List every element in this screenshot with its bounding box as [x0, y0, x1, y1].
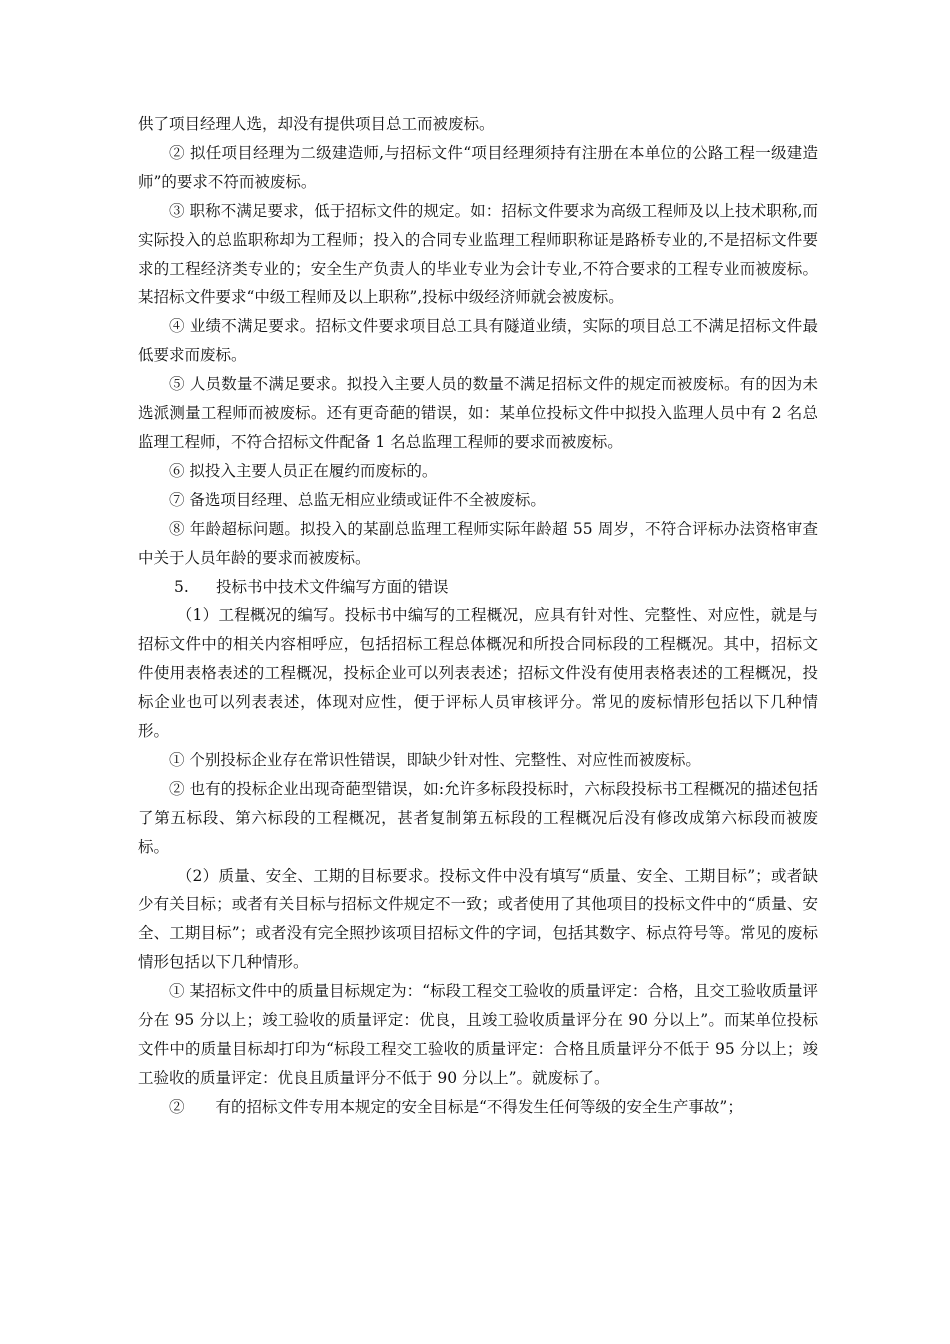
paragraph-subsection-1: （1）工程概况的编写。投标书中编写的工程概况，应具有针对性、完整性、对应性，就是与招标文件中的相关内容相呼应，包括招标工程总体概况和所投合同标段的工程概况。其中，招标文件使用表格表述的工程概况，投标企业可以列表表述；招标文件没有使用表格表述的工程概况，投标企业也可以列表表述，体现对应性，便于评标人员审核评分。常见的废标情形包括以下几种情形。: [138, 606, 818, 741]
paragraph-item-3: ③ 职称不满足要求，低于招标文件的规定。如：招标文件要求为高级工程师及以上技术职称,而实际投入的总监职称却为工程师；投入的合同专业监理工程师职称证是路桥专业的,不是招标文件要求的工程经济类专业的；安全生产负责人的毕业专业为会计专业,不符合要求的工程专业而被废标。某招标文件要求“中级工程师及以上职称”,投标中级经济师就会被废标。: [138, 201, 818, 307]
paragraph-safety-target: ② 有的招标文件专用本规定的安全目标是“不得发生任何等级的安全生产事故”；: [169, 1097, 743, 1116]
paragraph-quality-target: ① 某招标文件中的质量目标规定为：“标段工程交工验收的质量评定：合格，且交工验收质量评分在 95 分以上；竣工验收的质量评定：优良，且竣工验收质量评分在 90 分以上”。而某单位投标文件中的质量目标却打印为“标段工程交工验收的质量评定：合格且质量评分不低于 95 分以上；竣工验收的质量评定：优良且质量评分不低于 90 分以上”。就废标了。: [138, 982, 818, 1087]
paragraph-subsection-2: （2）质量、安全、工期的目标要求。投标文件中没有填写“质量、安全、工期目标”；或者缺少有关目标；或者有关目标与招标文件规定不一致；或者使用了其他项目的投标文件中的“质量、安全、工期目标”；或者没有完全照抄该项目招标文件的字词，包括其数字、标点符号等。常见的废标情形包括以下几种情形。: [138, 866, 818, 972]
section-heading: [138, 573, 818, 602]
paragraph-item-7: ⑦ 备选项目经理、总监无相应业绩或证件不全被废标。: [169, 490, 546, 509]
paragraph-item-6: ⑥ 拟投入主要人员正在履约而废标的。: [169, 461, 438, 480]
paragraph-sub-item-2: ② 也有的投标企业出现奇葩型错误，如:允许多标段投标时，六标段投标书工程概况的描述包括了第五标段、第六标段的工程概况，甚者复制第五标段的工程概况后没有修改成第六标段而被废标。: [138, 779, 818, 856]
paragraph-item-5: ⑤ 人员数量不满足要求。拟投入主要人员的数量不满足招标文件的规定而被废标。有的因为未选派测量工程师而被废标。还有更奇葩的错误，如：某单位投标文件中拟投入监理人员中有 2 名总监理工程师，不符合招标文件配备 1 名总监理工程师的要求而被废标。: [138, 375, 818, 451]
paragraph-item-4: ④ 业绩不满足要求。招标文件要求项目总工具有隧道业绩，实际的项目总工不满足招标文件最低要求而废标。: [138, 317, 818, 365]
paragraph-continuation: 供了项目经理人选，却没有提供项目总工而被废标。: [138, 115, 495, 133]
section-number: 5.: [174, 577, 189, 596]
paragraph-item-8: ⑧ 年龄超标问题。拟投入的某副总监理工程师实际年龄超 55 周岁，不符合评标办法资格审查中关于人员年龄的要求而被废标。: [138, 519, 818, 567]
paragraph-sub-item-1: ① 个别投标企业存在常识性错误，即缺少针对性、完整性、对应性而被废标。: [169, 750, 701, 769]
section-title: 投标书中技术文件编写方面的错误: [216, 577, 449, 596]
paragraph-item-2: ② 拟任项目经理为二级建造师,与招标文件“项目经理须持有注册在本单位的公路工程一级建造师”的要求不符而被废标。: [138, 143, 818, 191]
document-page: [138, 110, 818, 1122]
